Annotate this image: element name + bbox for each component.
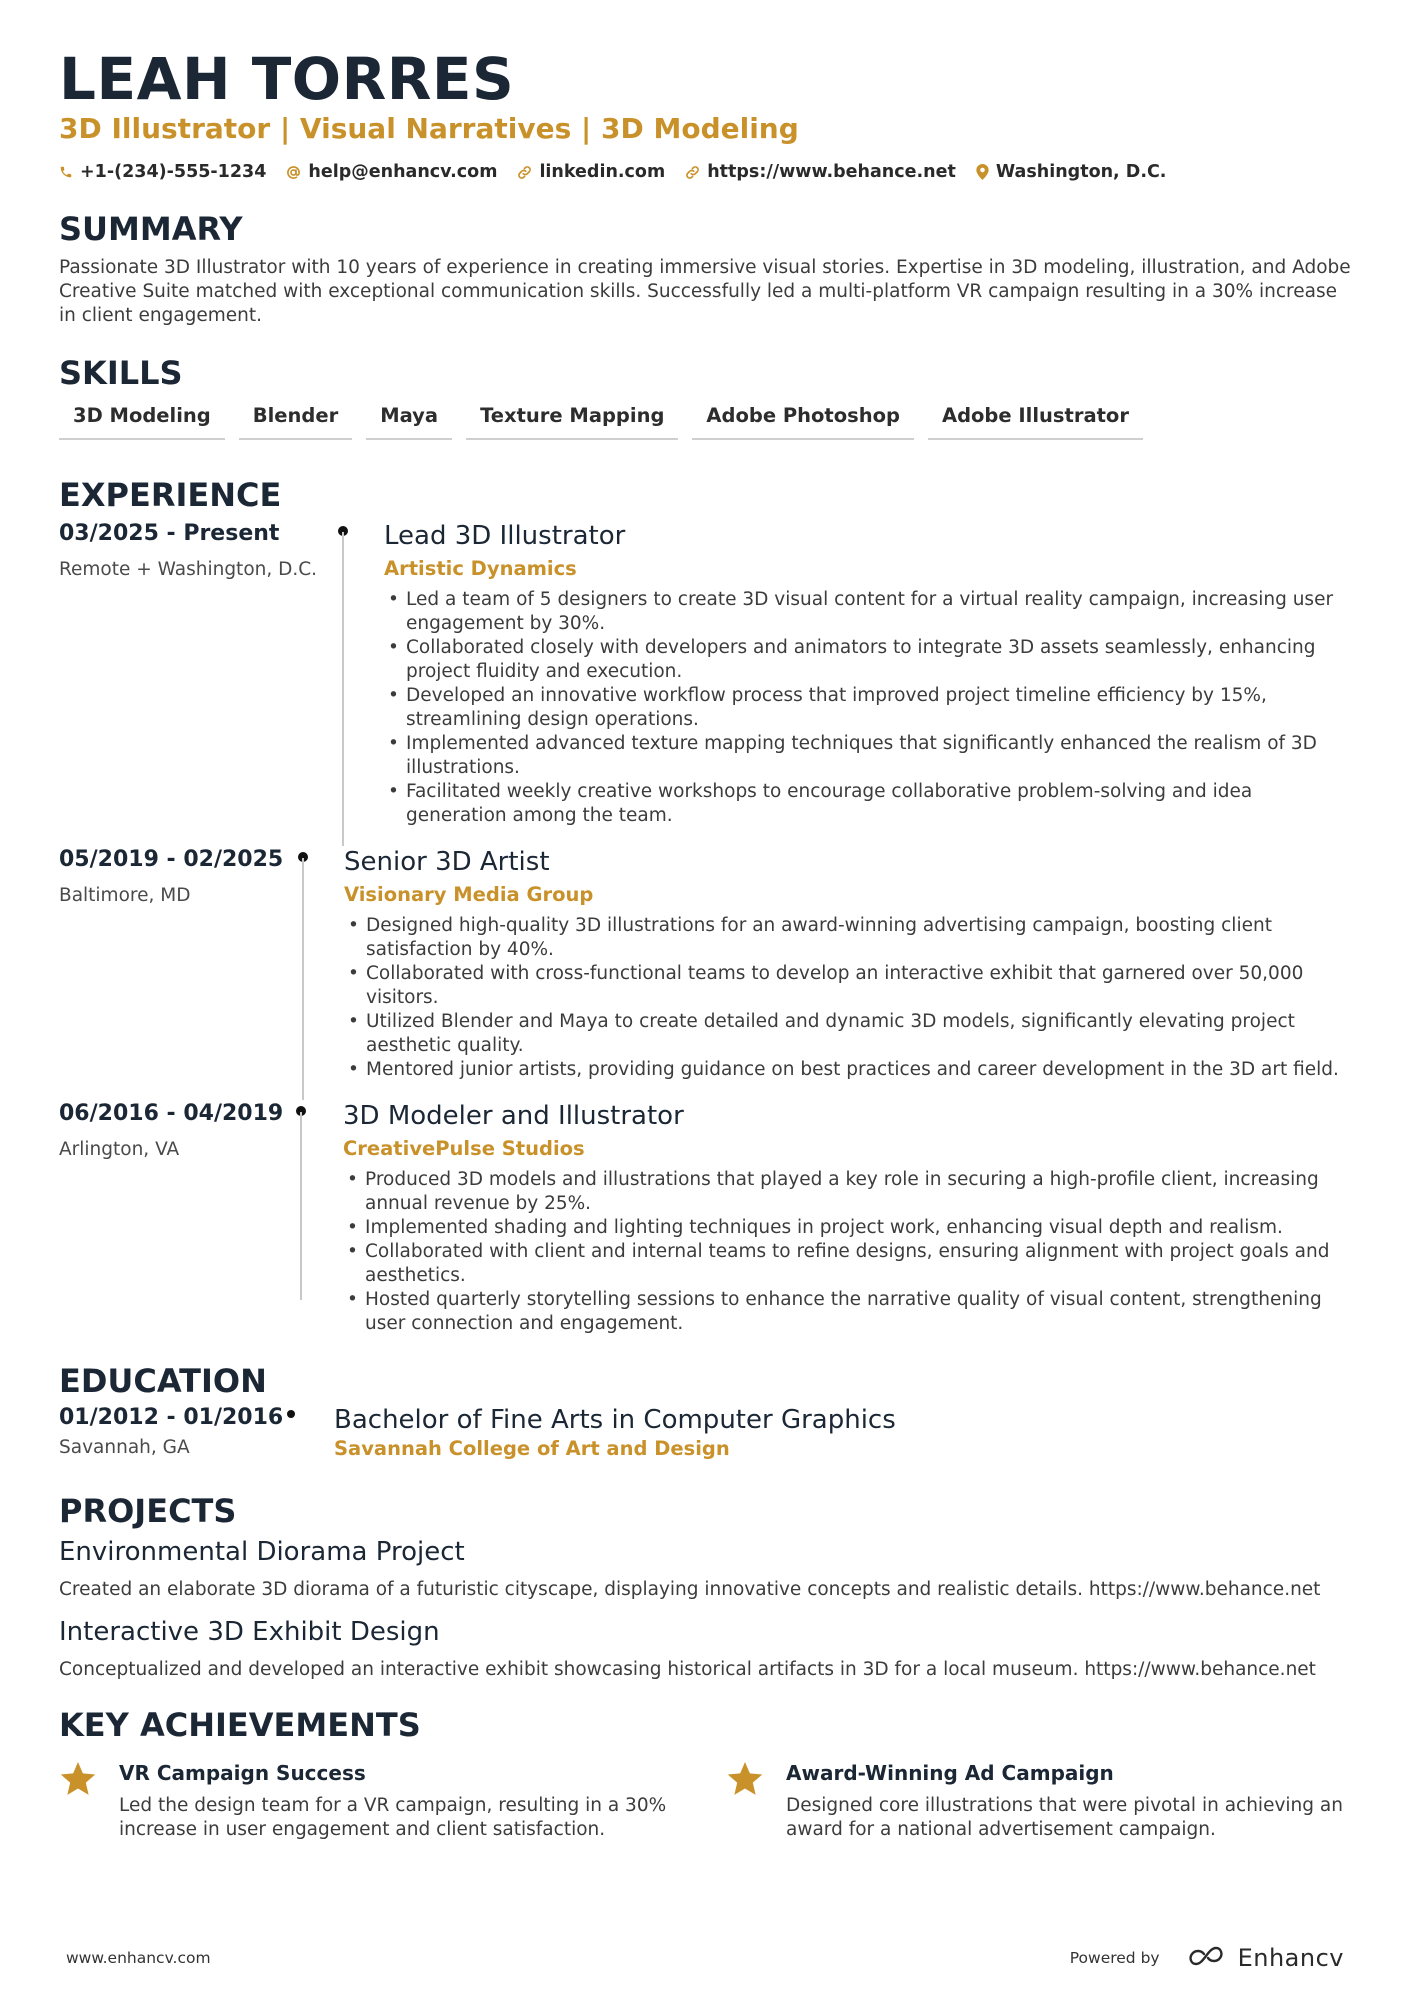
timeline-rail: [300, 1112, 302, 1300]
experience-location: Arlington, VA: [59, 1139, 180, 1160]
powered-by-label: Powered by: [1069, 1949, 1160, 1967]
achievement-description: Designed core illustrations that were pivotal in achieving an award for a national advertisement campaign.: [786, 1795, 1343, 1840]
contact-phone[interactable]: [59, 160, 266, 184]
contact-linkedin-text: linkedin.com: [539, 162, 666, 182]
bullet-item: • Implemented shading and lighting techniques in project work, enhancing visual depth and realism.: [343, 1216, 1351, 1240]
bullet-item: • Mentored junior artists, providing guidance on best practices and career development in the 3D art field.: [344, 1058, 1351, 1082]
experience-meta: [59, 1100, 329, 1162]
contact-email-text: help@enhancv.com: [308, 162, 498, 182]
experience-location: Remote + Washington, D.C.: [59, 559, 318, 580]
experience-heading: EXPERIENCE: [59, 476, 282, 514]
skill-tag: Adobe Photoshop: [692, 398, 914, 440]
experience-company: CreativePulse Studios: [343, 1137, 585, 1160]
skill-tag: Adobe Illustrator: [928, 398, 1143, 440]
candidate-name: LEAH TORRES: [59, 45, 515, 113]
experience-meta: [59, 846, 329, 908]
project-item: [59, 1536, 1351, 1602]
bullet-item: • Developed an innovative workflow process that improved project timeline efficiency by 15%, streamlining design operations.: [384, 684, 1351, 732]
achievement-title: VR Campaign Success: [119, 1761, 366, 1785]
footer-website[interactable]: www.enhancv.com: [66, 1949, 211, 1967]
experience-entry: [59, 520, 1351, 846]
education-degree: Bachelor of Fine Arts in Computer Graphics: [334, 1405, 896, 1435]
education-school: Savannah College of Art and Design: [334, 1437, 730, 1460]
project-name: Environmental Diorama Project: [59, 1537, 465, 1567]
education-date: 01/2012 - 01/2016: [59, 1405, 284, 1430]
experience-entry: [59, 1100, 1351, 1362]
bullet-item: • Collaborated with cross-functional teams to develop an interactive exhibit that garnered over 50,000 visitors.: [344, 962, 1351, 1010]
contact-linkedin[interactable]: [517, 160, 665, 184]
brand-name: Enhancv: [1237, 1944, 1344, 1972]
location-pin-icon: [976, 164, 989, 180]
bullet-item: • Produced 3D models and illustrations that played a key role in securing a high-profile client, increasing annual revenue by 25%.: [343, 1168, 1351, 1216]
education-entry: [59, 1404, 1351, 1468]
contact-bar: [59, 160, 1351, 184]
achievements-grid: [59, 1760, 1351, 1860]
achievement-item: [726, 1760, 1343, 1842]
education-heading: EDUCATION: [59, 1362, 267, 1400]
skills-list: [59, 398, 1351, 440]
experience-details: [384, 520, 1351, 828]
contact-behance-text: https://www.behance.net: [707, 162, 956, 182]
contact-behance[interactable]: [685, 160, 956, 184]
achievement-item: [59, 1760, 667, 1842]
achievement-description: Led the design team for a VR campaign, resulting in a 30% increase in user engagement and client satisfaction.: [119, 1795, 667, 1840]
star-icon: [726, 1762, 764, 1798]
experience-role: Lead 3D Illustrator: [384, 521, 626, 551]
enhancv-logo-icon: [1184, 1946, 1230, 1970]
timeline-dot: [287, 1410, 295, 1418]
bullet-item: • Hosted quarterly storytelling sessions to enhance the narrative quality of visual content, strengthening user connection and engagement.: [343, 1288, 1351, 1336]
star-icon: [59, 1762, 97, 1798]
link-icon: [517, 165, 532, 180]
bullet-item: • Collaborated with client and internal teams to refine designs, ensuring alignment with project goals and aesthetics.: [343, 1240, 1351, 1288]
bullet-item: • Utilized Blender and Maya to create detailed and dynamic 3D models, significantly elevating project aesthetic quality.: [344, 1010, 1351, 1058]
link-icon: [685, 165, 700, 180]
experience-bullets: [344, 914, 1351, 1082]
experience-date: 06/2016 - 04/2019: [59, 1101, 284, 1126]
education-details: [334, 1404, 1351, 1462]
experience-meta: [59, 520, 329, 582]
achievements-heading: KEY ACHIEVEMENTS: [59, 1706, 421, 1744]
headline: 3D Illustrator | Visual Narratives | 3D Modeling: [59, 112, 799, 145]
experience-entry: [59, 846, 1351, 1100]
bullet-item: • Implemented advanced texture mapping techniques that significantly enhanced the realism of 3D illustrations.: [384, 732, 1351, 780]
experience-location: Baltimore, MD: [59, 885, 191, 906]
skills-heading: SKILLS: [59, 354, 183, 392]
experience-date: 03/2025 - Present: [59, 521, 280, 546]
skill-tag: Texture Mapping: [466, 398, 678, 440]
experience-details: [343, 1100, 1351, 1336]
phone-icon: [59, 165, 73, 179]
contact-location-text: Washington, D.C.: [995, 162, 1167, 182]
bullet-item: • Designed high-quality 3D illustrations for an award-winning advertising campaign, boosting client satisfaction by 40%.: [344, 914, 1351, 962]
bullet-item: • Led a team of 5 designers to create 3D visual content for a virtual reality campaign, increasing user engagement by 30%.: [384, 588, 1351, 636]
experience-role: Senior 3D Artist: [344, 847, 550, 877]
experience-details: [344, 846, 1351, 1082]
bullet-item: • Facilitated weekly creative workshops to encourage collaborative problem-solving and idea generation among the team.: [384, 780, 1351, 828]
experience-role: 3D Modeler and Illustrator: [343, 1101, 684, 1131]
experience-date: 05/2019 - 02/2025: [59, 847, 284, 872]
footer-branding: [1070, 1944, 1344, 1972]
skill-tag: Maya: [366, 398, 452, 440]
project-name: Interactive 3D Exhibit Design: [59, 1617, 440, 1647]
project-description: Conceptualized and developed an interactive exhibit showcasing historical artifacts in 3D for a local museum. https://www.behance.net: [59, 1659, 1316, 1680]
education-location: Savannah, GA: [59, 1437, 190, 1458]
contact-email[interactable]: [286, 160, 497, 184]
timeline-rail: [302, 858, 304, 1100]
at-icon: [286, 165, 301, 180]
bullet-item: • Collaborated closely with developers and animators to integrate 3D assets seamlessly, enhancing project fluidity and execution.: [384, 636, 1351, 684]
contact-location: [976, 160, 1167, 184]
experience-company: Artistic Dynamics: [384, 557, 577, 580]
contact-phone-text: +1-(234)-555-1234: [80, 162, 267, 182]
summary-heading: SUMMARY: [59, 210, 243, 248]
skill-tag: Blender: [239, 398, 352, 440]
project-item: [59, 1616, 1351, 1682]
experience-bullets: [384, 588, 1351, 828]
project-description: Created an elaborate 3D diorama of a futuristic cityscape, displaying innovative concepts and realistic details. https://www.behance.net: [59, 1579, 1321, 1600]
summary-text: Passionate 3D Illustrator with 10 years of experience in creating immersive visual stories. Expertise in 3D modeling, illustration, and Adobe Creative Suite matched with exceptional communication skills. Successfully led a multi-platform VR campaign resulting in a 30% increase in client engagement.: [59, 257, 1351, 326]
achievement-title: Award-Winning Ad Campaign: [786, 1761, 1114, 1785]
timeline-rail: [342, 532, 344, 846]
enhancv-logo[interactable]: [1184, 1944, 1344, 1972]
skill-tag: 3D Modeling: [59, 398, 225, 440]
experience-bullets: [343, 1168, 1351, 1336]
footer: [66, 1938, 1344, 1978]
experience-company: Visionary Media Group: [344, 883, 594, 906]
projects-heading: PROJECTS: [59, 1492, 237, 1530]
